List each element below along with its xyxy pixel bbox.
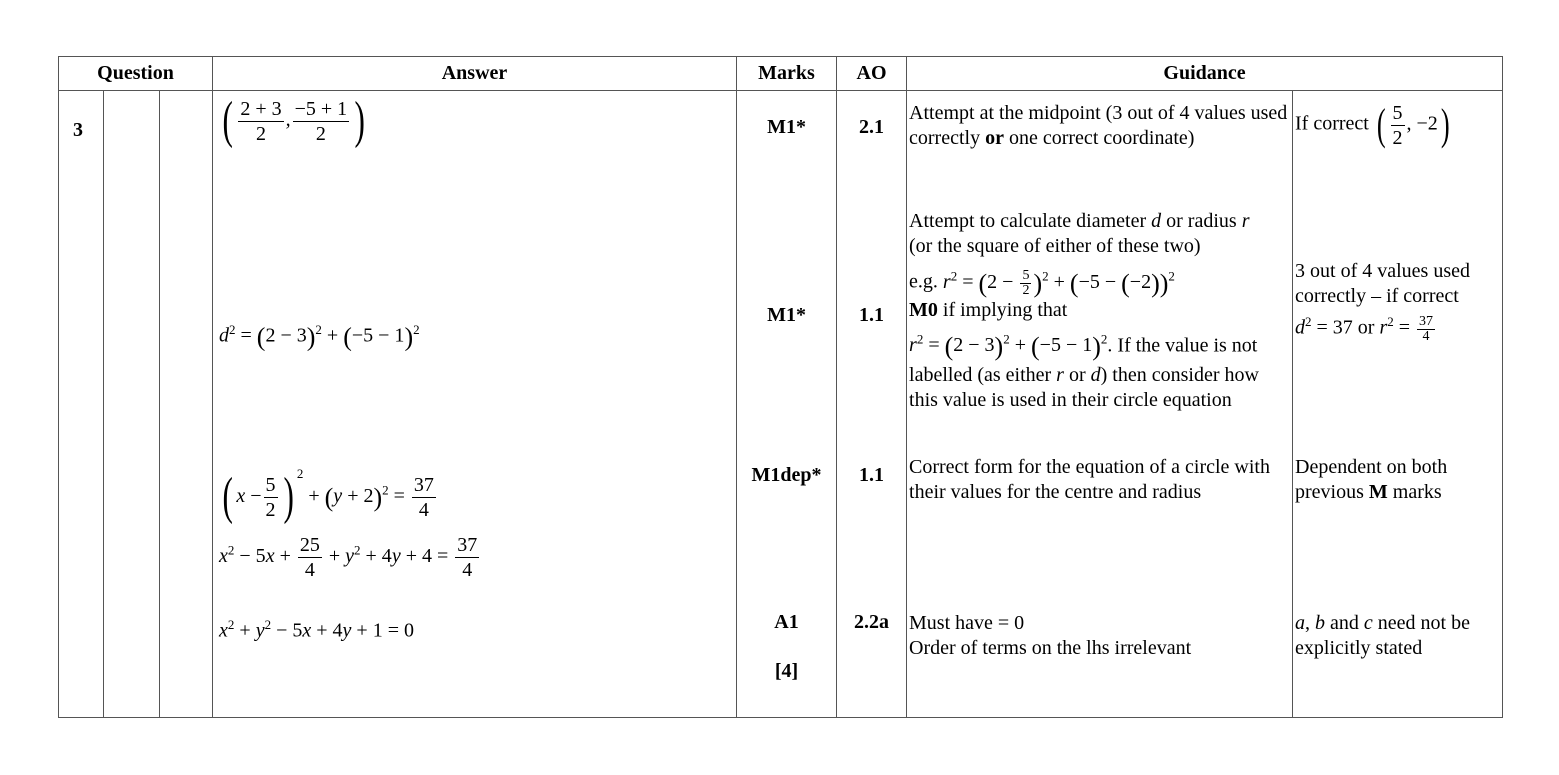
ao-row1: 2.1 [859,116,885,138]
question-part-cell [104,91,160,718]
ao-cell [837,91,907,718]
guidance-row1: Attempt at the midpoint (3 out of 4 values used correctly or one correct coordinate) [909,102,1288,149]
guidance-row2: Attempt to calculate diameter d or radius r (or the square of either of these two) e.g. $r^2 = (2$ − $\frac{5}{2}$ )$^2 + (-5 - (-2))^2$ M0 if implying that $r^2 = (2 - 3)^2 + (-5 - 1)^2$. If the value is not labelled (as either r or d) then consider how this value is used in their circle equation [909,210,1259,412]
guidance-row5: Must have = 0 Order of terms on the lhs irrelevant [909,612,1192,659]
guidance-note-cell [1293,91,1503,718]
mark-row3: M1dep* [751,464,822,486]
header-ao: AO [837,57,907,91]
answer-blank [219,665,736,715]
header-answer: Answer [213,57,737,91]
ao-row5: 2.2a [854,611,890,633]
header-marks: Marks [737,57,837,91]
guidance-cell [907,91,1293,718]
mark-row2: M1* [767,304,806,326]
note-row2: 3 out of 4 values used correctly – if correct $d^2 = 37$ or $r^2$ = $\frac{37}{4}$ [1295,260,1470,344]
note-row1: If correct ( $\frac{5}{2}$ , −2) [1295,100,1450,149]
header-question: Question [59,57,213,91]
header-row [59,57,1503,91]
guidance-row3: Correct form for the equation of a circle with their values for the centre and radius [909,456,1270,503]
answer-cell [213,91,737,718]
ao-row2: 1.1 [859,304,885,326]
answer-midpoint: ( $\frac{2 + 3}{2}$ , $\frac{-5 + 1}{2}$ ) [222,92,366,149]
answer-expanded: $x^2 - 5x$ + $\frac{25}{4}$ + $y^2 + 4y + 4$ = $\frac{37}{4}$ [219,534,478,581]
question-row [59,91,1503,718]
total-marks: [4] [774,660,799,682]
question-subpart-cell [160,91,213,718]
question-number: 3 [59,91,104,718]
mark-row5: A1 [774,611,799,633]
header-guidance: Guidance [907,57,1503,91]
answer-circle-form: ( x − $\frac{5}{2}$ ) $^2 + (y + 2)^2$ = $\frac{37}{4}$ [222,466,434,526]
ao-row3: 1.1 [859,464,885,486]
answer-final: $x^2 + y^2 - 5x + 4y + 1 = 0$ [219,617,414,642]
mark-row1: M1* [767,116,806,138]
answer-distance: $d^2 = (2 - 3)^2 + (-5 - 1)^2$ [219,322,420,352]
note-row5: a, b and c need not be explicitly stated [1295,612,1470,659]
note-row3: Dependent on both previous M marks [1295,456,1448,503]
mark-scheme-table [58,56,1503,718]
marks-cell [737,91,837,718]
